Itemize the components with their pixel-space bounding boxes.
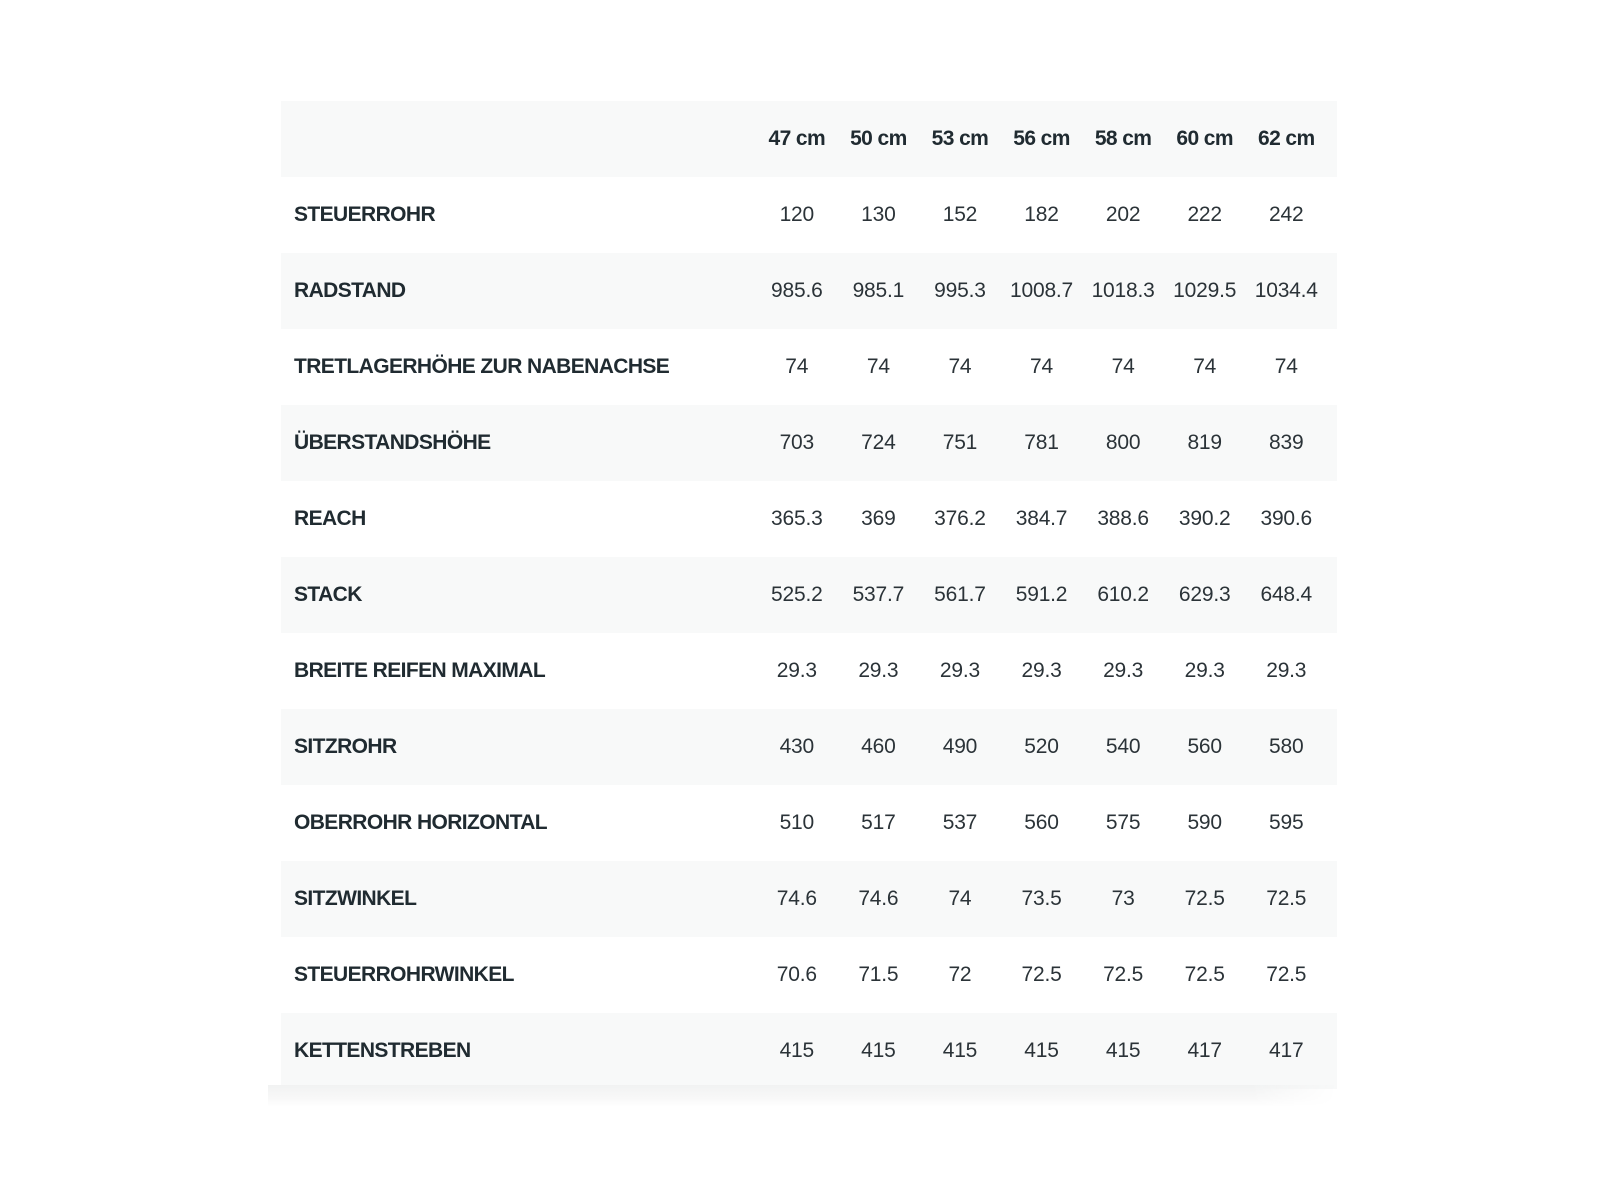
value-cell: 71.5 xyxy=(858,963,899,986)
value-cell: 384.7 xyxy=(1015,507,1068,530)
value-cell: 72.5 xyxy=(1021,963,1062,986)
value-cell: 561.7 xyxy=(934,583,986,606)
size-header-47: 47 cm xyxy=(768,127,826,150)
row-values xyxy=(756,887,1337,911)
value-cell: 430 xyxy=(779,735,815,758)
table-row xyxy=(281,709,1337,785)
value-cell: 560 xyxy=(1024,811,1059,834)
value-cell: 1029.5 xyxy=(1173,279,1237,302)
value-cell: 74 xyxy=(785,355,809,378)
table-row xyxy=(281,785,1337,861)
value-cell: 985.1 xyxy=(852,279,905,302)
row-label: BREITE REIFEN MAXIMAL xyxy=(294,659,546,682)
row-values xyxy=(756,203,1337,227)
value-cell: 537.7 xyxy=(852,583,905,606)
value-cell: 415 xyxy=(1105,1039,1141,1062)
value-cell: 72 xyxy=(948,963,972,986)
value-cell: 202 xyxy=(1105,203,1141,226)
row-values xyxy=(756,735,1337,759)
value-cell: 819 xyxy=(1187,431,1222,454)
value-cell: 415 xyxy=(779,1039,815,1062)
value-cell: 415 xyxy=(942,1039,978,1062)
value-cell: 1034.4 xyxy=(1254,279,1318,302)
row-label: STEUERROHR xyxy=(294,203,436,226)
row-values xyxy=(756,279,1337,303)
table-row xyxy=(281,557,1337,633)
value-cell: 130 xyxy=(861,203,896,226)
value-cell: 591.2 xyxy=(1015,583,1068,606)
value-cell: 490 xyxy=(942,735,978,758)
value-cell: 537 xyxy=(942,811,978,834)
row-label: REACH xyxy=(294,507,366,530)
value-cell: 72.5 xyxy=(1103,963,1144,986)
value-cell: 74 xyxy=(948,355,972,378)
value-cell: 839 xyxy=(1269,431,1304,454)
value-cell: 74.6 xyxy=(858,887,899,910)
row-values xyxy=(756,963,1337,987)
value-cell: 995.3 xyxy=(934,279,986,302)
row-label: KETTENSTREBEN xyxy=(294,1039,471,1062)
geometry-table xyxy=(281,101,1337,1089)
value-cell: 120 xyxy=(779,203,815,226)
value-cell: 152 xyxy=(942,203,978,226)
value-cell: 74 xyxy=(1193,355,1217,378)
value-cell: 72.5 xyxy=(1184,963,1225,986)
value-cell: 74.6 xyxy=(776,887,817,910)
value-cell: 751 xyxy=(942,431,978,454)
value-cell: 724 xyxy=(861,431,896,454)
row-values xyxy=(756,355,1337,379)
row-values xyxy=(756,1039,1337,1063)
value-cell: 29.3 xyxy=(1184,659,1225,682)
value-cell: 703 xyxy=(779,431,815,454)
value-cell: 388.6 xyxy=(1097,507,1149,530)
row-label: ÜBERSTANDSHÖHE xyxy=(294,431,491,454)
size-header-53: 53 cm xyxy=(931,127,989,150)
row-label: OBERROHR HORIZONTAL xyxy=(294,811,548,834)
value-cell: 72.5 xyxy=(1184,887,1225,910)
table-bottom-shadow xyxy=(268,1085,1337,1107)
value-cell: 72.5 xyxy=(1266,963,1307,986)
size-header-62: 62 cm xyxy=(1257,127,1315,150)
table-header-row xyxy=(281,101,1337,177)
size-headers xyxy=(756,127,1337,151)
value-cell: 575 xyxy=(1105,811,1141,834)
value-cell: 242 xyxy=(1269,203,1304,226)
value-cell: 74 xyxy=(1030,355,1053,378)
value-cell: 29.3 xyxy=(1021,659,1062,682)
value-cell: 517 xyxy=(861,811,896,834)
value-cell: 417 xyxy=(1187,1039,1222,1062)
value-cell: 540 xyxy=(1105,735,1141,758)
value-cell: 560 xyxy=(1187,735,1222,758)
value-cell: 182 xyxy=(1024,203,1059,226)
table-row xyxy=(281,481,1337,557)
value-cell: 74 xyxy=(1274,355,1298,378)
value-cell: 74 xyxy=(1111,355,1135,378)
row-label: TRETLAGERHÖHE ZUR NABENACHSE xyxy=(294,355,670,378)
value-cell: 595 xyxy=(1269,811,1304,834)
table-row xyxy=(281,177,1337,253)
value-cell: 390.2 xyxy=(1178,507,1231,530)
row-label: STEUERROHRWINKEL xyxy=(294,963,514,986)
value-cell: 525.2 xyxy=(771,583,823,606)
value-cell: 73.5 xyxy=(1021,887,1062,910)
value-cell: 610.2 xyxy=(1097,583,1149,606)
value-cell: 73 xyxy=(1111,887,1135,910)
value-cell: 590 xyxy=(1187,811,1222,834)
row-values xyxy=(756,431,1337,455)
value-cell: 29.3 xyxy=(1266,659,1307,682)
value-cell: 29.3 xyxy=(1103,659,1144,682)
value-cell: 74 xyxy=(866,355,890,378)
row-values xyxy=(756,659,1337,683)
value-cell: 29.3 xyxy=(858,659,899,682)
size-header-58: 58 cm xyxy=(1094,127,1152,150)
value-cell: 415 xyxy=(1024,1039,1059,1062)
value-cell: 74 xyxy=(948,887,972,910)
table-row xyxy=(281,861,1337,937)
value-cell: 985.6 xyxy=(771,279,823,302)
value-cell: 369 xyxy=(861,507,896,530)
value-cell: 365.3 xyxy=(771,507,823,530)
value-cell: 460 xyxy=(861,735,896,758)
row-label: STACK xyxy=(294,583,362,606)
value-cell: 580 xyxy=(1269,735,1304,758)
value-cell: 222 xyxy=(1187,203,1222,226)
value-cell: 29.3 xyxy=(939,659,980,682)
row-label: SITZWINKEL xyxy=(294,887,417,910)
table-row xyxy=(281,329,1337,405)
row-label: RADSTAND xyxy=(294,279,406,302)
table-body xyxy=(281,177,1337,1089)
table-row xyxy=(281,1013,1337,1089)
size-header-50: 50 cm xyxy=(850,127,907,150)
value-cell: 390.6 xyxy=(1260,507,1313,530)
value-cell: 1008.7 xyxy=(1010,279,1074,302)
value-cell: 648.4 xyxy=(1260,583,1313,606)
value-cell: 72.5 xyxy=(1266,887,1307,910)
table-row xyxy=(281,253,1337,329)
table-row xyxy=(281,937,1337,1013)
value-cell: 510 xyxy=(779,811,815,834)
value-cell: 1018.3 xyxy=(1091,279,1155,302)
row-values xyxy=(756,507,1337,531)
value-cell: 629.3 xyxy=(1178,583,1231,606)
value-cell: 520 xyxy=(1024,735,1059,758)
value-cell: 781 xyxy=(1024,431,1059,454)
value-cell: 376.2 xyxy=(934,507,986,530)
row-values xyxy=(756,583,1337,607)
value-cell: 70.6 xyxy=(776,963,817,986)
value-cell: 29.3 xyxy=(776,659,817,682)
size-header-56: 56 cm xyxy=(1013,127,1070,150)
size-header-60: 60 cm xyxy=(1176,127,1233,150)
value-cell: 800 xyxy=(1105,431,1141,454)
row-values xyxy=(756,811,1337,835)
value-cell: 417 xyxy=(1269,1039,1304,1062)
row-label: SITZROHR xyxy=(294,735,397,758)
table-row xyxy=(281,405,1337,481)
table-row xyxy=(281,633,1337,709)
value-cell: 415 xyxy=(861,1039,896,1062)
